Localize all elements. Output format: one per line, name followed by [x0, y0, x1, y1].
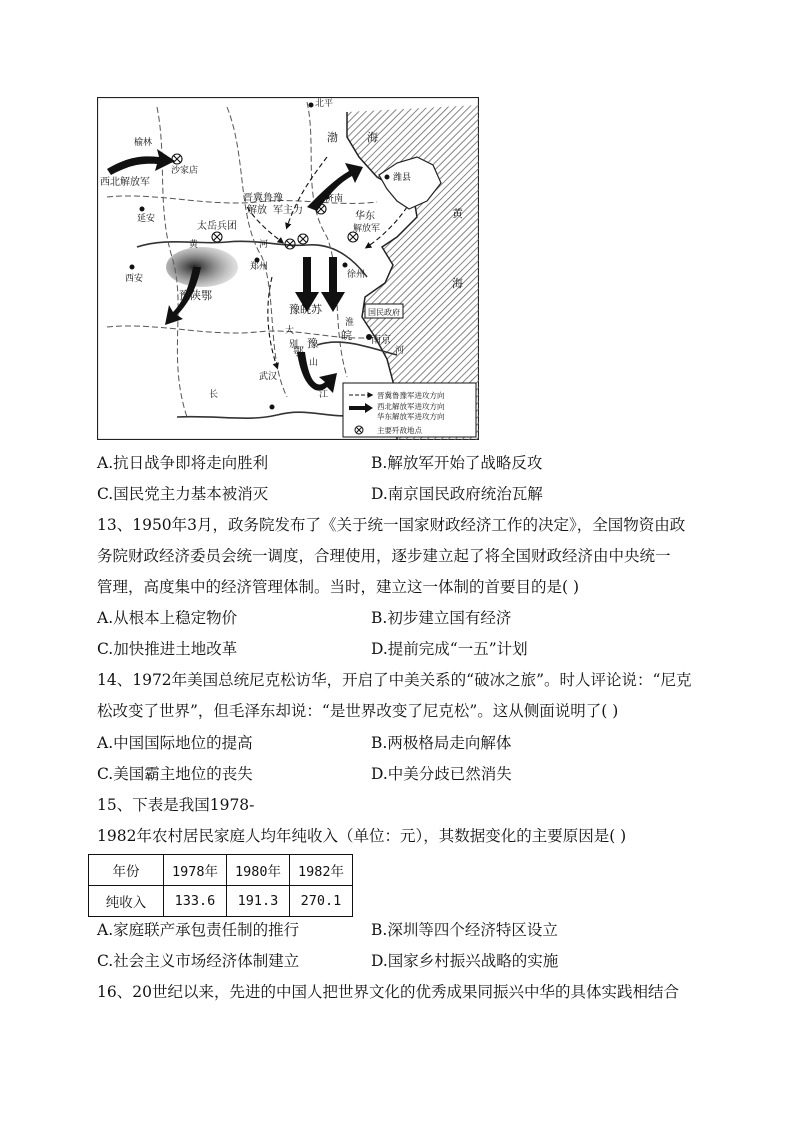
- q14-stem-line: 松改变了世界”，但毛泽东却说：“是世界改变了尼克松”。这从侧面说明了( ): [97, 702, 619, 720]
- map-label: 国民政府: [368, 308, 400, 317]
- table-row: [89, 855, 353, 886]
- q15-option-d: D.国家乡村振兴战略的实施: [371, 952, 559, 970]
- map-legend: [343, 383, 476, 437]
- table-header-cell: 年份: [89, 855, 164, 886]
- q13-option-b: B.初步建立国有经济: [371, 609, 512, 627]
- q12-option-d: D.南京国民政府统治瓦解: [371, 485, 543, 503]
- q15-stem-line: 15、下表是我国1978-: [97, 796, 255, 814]
- map-label: 北平: [315, 99, 334, 109]
- map-label: 鄂: [293, 345, 304, 358]
- map-label: 郑州: [250, 262, 269, 272]
- map-label: 沙家店: [171, 166, 199, 176]
- q13-stem-line: 务院财政经济委员会统一调度，合理使用，逐步建立起了将全国财政经济由中央统一: [97, 547, 671, 565]
- map-label: 黄: [452, 207, 463, 220]
- table-cell: 191.3: [227, 886, 290, 917]
- q15-option-b: B.深圳等四个经济特区设立: [371, 921, 558, 939]
- q12-option-c: C.国民党主力基本被消灭: [97, 485, 269, 503]
- map-label: 海: [452, 277, 463, 290]
- map-label: 长: [209, 390, 219, 400]
- shaded-region: [166, 247, 238, 287]
- map-label: 别: [289, 340, 299, 350]
- map-label: 黄: [189, 240, 199, 250]
- map-label: 海: [367, 131, 378, 144]
- map-label: 江: [319, 390, 329, 400]
- historical-war-map: [97, 97, 479, 440]
- income-table: [88, 854, 353, 917]
- q13-option-c: C.加快推进土地改革: [97, 640, 238, 658]
- q12-option-a: A.抗日战争即将走向胜利: [97, 454, 269, 472]
- q14-option-a: A.中国国际地位的提高: [97, 734, 253, 752]
- table-cell: 270.1: [290, 886, 353, 917]
- q15-option-c: C.社会主义市场经济体制建立: [97, 952, 300, 970]
- map-label: 济南: [325, 194, 344, 204]
- map-label: 太岳兵团: [197, 221, 237, 232]
- legend-item: 主要歼敌地点: [377, 426, 422, 435]
- map-label: 延安: [137, 214, 156, 224]
- q13-stem-line: 13、1950年3月，政务院发布了《关于统一国家财政经济工作的决定》，全国物资由政: [97, 516, 686, 534]
- map-label: 豫皖苏: [289, 303, 322, 316]
- table-header-cell: 1978年: [164, 855, 227, 886]
- q14-option-d: D.中美分歧已然消失: [371, 765, 512, 783]
- map-label: 大: [285, 326, 295, 336]
- q13-option-d: D.提前完成“一五”计划: [371, 640, 528, 658]
- map-label: 潍县: [393, 173, 412, 183]
- q14-option-b: B.两极格局走向解体: [371, 734, 512, 752]
- map-label: 晋冀鲁豫: [243, 193, 283, 204]
- table-row: [89, 886, 353, 917]
- map-label: 皖: [341, 329, 352, 342]
- table-cell: 133.6: [164, 886, 227, 917]
- table-header-cell: 1982年: [290, 855, 353, 886]
- map-label: 军主力: [273, 205, 303, 216]
- map-label: 河: [395, 346, 405, 356]
- table-header-cell: 1980年: [227, 855, 290, 886]
- map-label: 豫陕鄂: [179, 289, 212, 302]
- q12-option-b: B.解放军开始了战略反攻: [371, 454, 543, 472]
- legend-item: 西北解放军进攻方向: [377, 402, 445, 411]
- q15-option-a: A.家庭联产承包责任制的推行: [97, 921, 300, 939]
- q13-stem-line: 管理，高度集中的经济管理体制。当时，建立这一体制的首要目的是( ): [97, 578, 580, 596]
- map-label: 西北解放军: [100, 177, 150, 188]
- map-label: 解放军: [353, 224, 381, 234]
- legend-item: 华东解放军进攻方向: [377, 412, 445, 421]
- map-label: 河: [259, 240, 269, 250]
- q15-stem-line: 1982年农村居民家庭人均年纯收入（单位：元），其数据变化的主要原因是( ): [97, 827, 627, 845]
- map-label: 武汉: [259, 372, 278, 382]
- map-label: 华东: [355, 211, 375, 222]
- map-label: 山: [309, 358, 319, 368]
- q13-option-a: A.从根本上稳定物价: [97, 609, 238, 627]
- q16-stem-line: 16、20世纪以来，先进的中国人把世界文化的优秀成果同振兴中华的具体实践相结合: [97, 983, 679, 1001]
- map-label: 解放: [247, 205, 267, 216]
- map-label: 淮: [345, 318, 355, 328]
- map-label: 西安: [125, 274, 144, 284]
- q14-option-c: C.美国霸主地位的丧失: [97, 765, 253, 783]
- table-cell: 纯收入: [89, 886, 164, 917]
- map-label: 渤: [327, 131, 338, 144]
- map-label: 榆林: [134, 138, 153, 148]
- map-label: 豫: [307, 337, 318, 350]
- map-label: 徐州: [347, 270, 366, 280]
- map-label: 南京: [371, 335, 391, 346]
- q14-stem-line: 14、1972年美国总统尼克松访华，开启了中美关系的“破冰之旅”。时人评论说：“尼克: [97, 671, 692, 689]
- legend-item: 晋冀鲁豫军进攻方向: [377, 391, 445, 400]
